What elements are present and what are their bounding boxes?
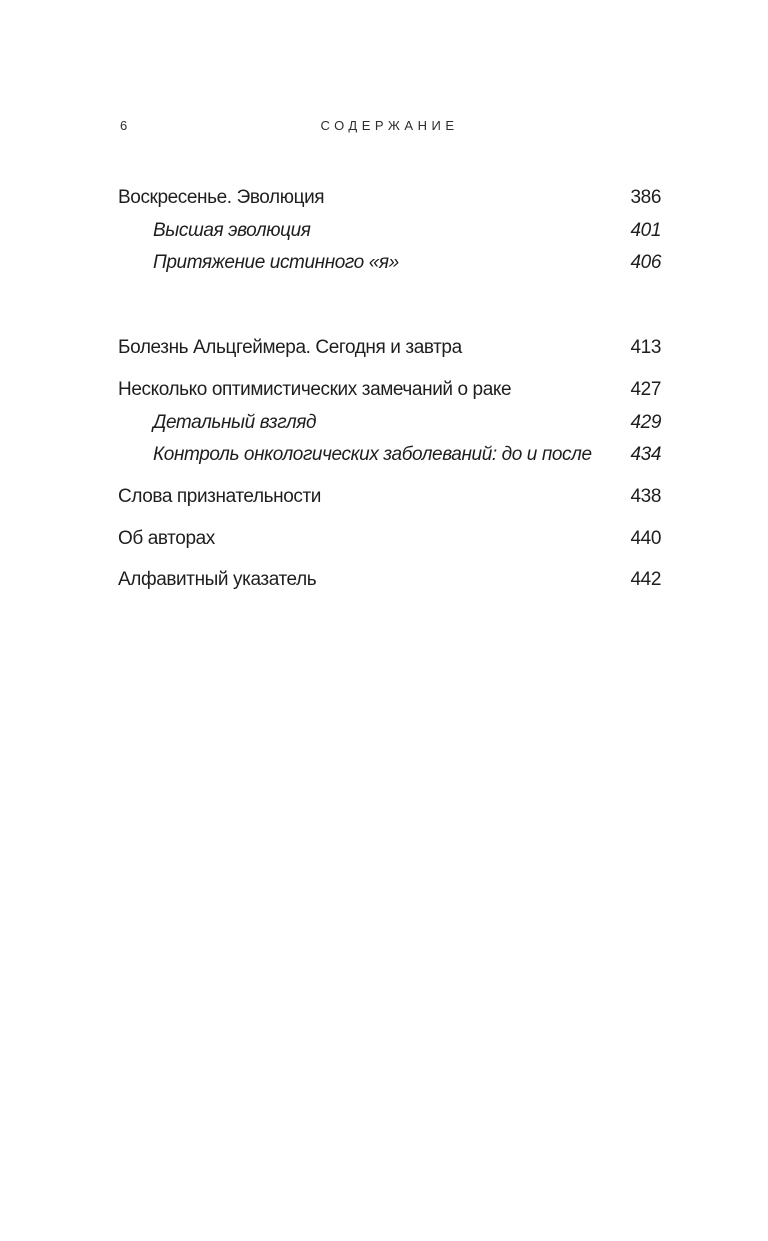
toc-entry-page: 440 bbox=[630, 528, 661, 549]
toc-entry-page: 438 bbox=[630, 486, 661, 507]
toc-entry-title: Слова признательности bbox=[118, 486, 322, 507]
toc-entry-page: 427 bbox=[630, 379, 661, 400]
toc-entry-title: Болезнь Альцгеймера. Сегодня и завтра bbox=[118, 337, 462, 358]
toc-entry-page: 413 bbox=[630, 337, 661, 358]
toc-entry bbox=[118, 380, 661, 400]
page-number: 6 bbox=[120, 118, 128, 133]
toc-entry bbox=[118, 413, 661, 433]
toc-entry-title: Алфавитный указатель bbox=[118, 569, 317, 590]
toc-entry-page: 401 bbox=[630, 220, 661, 241]
table-of-contents bbox=[118, 188, 661, 590]
toc-entry-title: Об авторах bbox=[118, 528, 215, 549]
toc-entry-title: Несколько оптимистических замечаний о раке bbox=[118, 379, 512, 400]
toc-entry-title: Воскресенье. Эволюция bbox=[118, 187, 325, 208]
toc-entry bbox=[118, 445, 661, 465]
toc-entry-title: Притяжение истинного «я» bbox=[153, 252, 399, 273]
toc-entry-page: 429 bbox=[630, 412, 661, 433]
toc-entry-title: Контроль онкологических заболеваний: до и после bbox=[153, 444, 592, 465]
toc-entry-title: Высшая эволюция bbox=[153, 220, 311, 241]
toc-entry bbox=[118, 253, 661, 273]
toc-entry bbox=[118, 221, 661, 241]
toc-entry-title: Детальный взгляд bbox=[153, 412, 317, 433]
toc-entry-page: 386 bbox=[630, 187, 661, 208]
running-header bbox=[118, 119, 661, 133]
toc-entry-page: 406 bbox=[630, 252, 661, 273]
running-header-title: СОДЕРЖАНИЕ bbox=[320, 118, 459, 133]
toc-entry bbox=[118, 338, 661, 358]
page-content bbox=[118, 0, 661, 590]
toc-entry bbox=[118, 188, 661, 208]
toc-entry-page: 434 bbox=[630, 444, 661, 465]
toc-entry-page: 442 bbox=[630, 569, 661, 590]
toc-entry bbox=[118, 487, 661, 507]
toc-entry bbox=[118, 570, 661, 590]
toc-entry bbox=[118, 529, 661, 549]
